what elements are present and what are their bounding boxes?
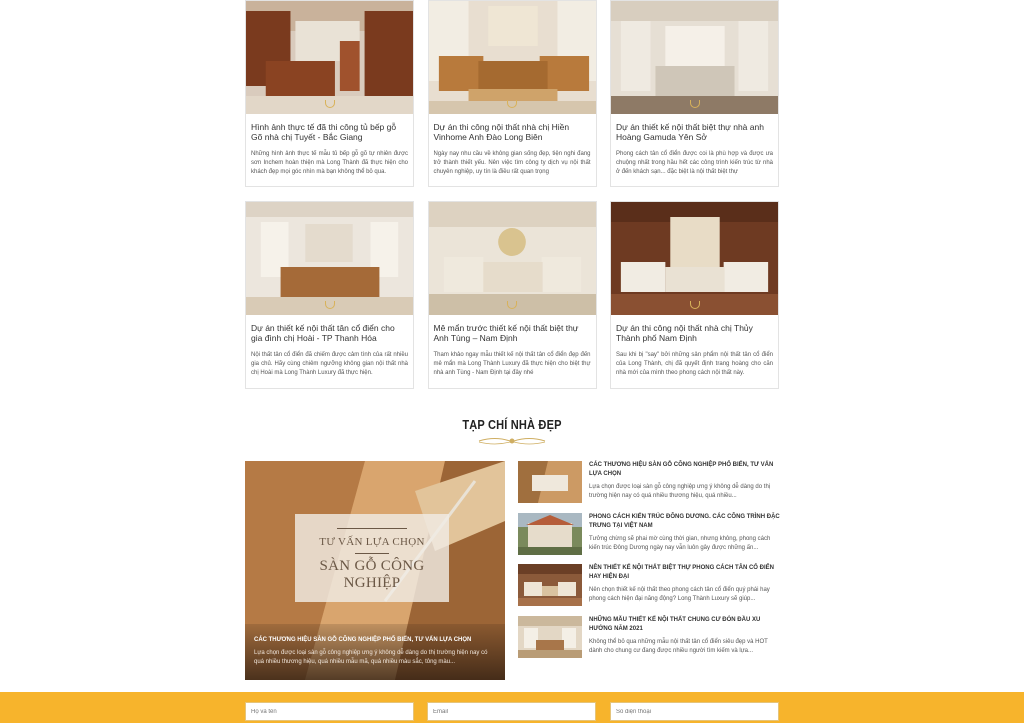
article-title[interactable]: NHỮNG MẪU THIẾT KẾ NỘI THẤT CHUNG CƯ ĐÓN ĐẦU XU HƯỚNG NĂM 2021: [589, 616, 761, 632]
project-thumbnail[interactable]: [429, 1, 596, 114]
project-title[interactable]: Mê mẩn trước thiết kế nội thất biệt thự Anh Tùng – Nam Định: [433, 323, 579, 343]
project-thumbnail[interactable]: [611, 1, 778, 114]
article-list: [518, 461, 780, 667]
project-excerpt: Phong cách tân cổ điển được coi là phù hợp và được ưa chuộng nhất trong hầu hết các công trình kiến trúc từ nhà ở đến khách sạn... đặc biệt là nội thất biệt thự: [616, 151, 773, 175]
brand-logo-icon: [325, 301, 335, 309]
ornament-divider-icon: [477, 435, 547, 447]
project-row: [245, 0, 779, 187]
article-thumbnail[interactable]: [518, 461, 582, 503]
list-item[interactable]: [518, 461, 780, 513]
brand-logo-icon: [690, 100, 700, 108]
article-thumbnail[interactable]: [518, 616, 582, 658]
email-field[interactable]: [427, 702, 596, 721]
article-text: [582, 461, 780, 513]
article-text: [582, 564, 780, 616]
magazine-heading: TẠP CHÍ NHÀ ĐẸP: [462, 417, 562, 432]
article-title[interactable]: NÊN THIẾT KẾ NỘI THẤT BIỆT THỰ PHONG CÁCH TÂN CỔ ĐIỂN HAY HIỆN ĐẠI: [589, 565, 774, 580]
featured-article-banner: [295, 514, 449, 602]
project-excerpt: Những hình ảnh thực tế mẫu tủ bếp gỗ gõ tự nhiên được sơn Inchem hoàn thiện mà Long Thành đã thực hiện cho khách đẹp mọi góc nhìn mà bạn không thể bỏ qua.: [251, 151, 408, 175]
article-excerpt: Tưởng chừng sẽ phai mờ cùng thời gian, nhưng không, phong cách kiến trúc Đông Dương ngày nay vẫn luôn gây được những ấn...: [589, 535, 771, 551]
brand-logo-icon: [325, 100, 335, 108]
project-title[interactable]: Dự án thi công nội thất nhà chị Hiền Vinhome Anh Đào Long Biên: [433, 122, 570, 142]
article-title[interactable]: CÁC THƯƠNG HIỆU SÀN GỖ CÔNG NGHIỆP PHỔ BIẾN, TƯ VẤN LỰA CHỌN: [589, 462, 774, 477]
project-card[interactable]: [245, 201, 414, 389]
banner-line-1: TƯ VẤN LỰA CHỌN: [319, 536, 425, 548]
list-item[interactable]: [518, 513, 780, 565]
name-field[interactable]: [245, 702, 414, 721]
article-title[interactable]: PHONG CÁCH KIẾN TRÚC ĐÔNG DƯƠNG. CÁC CÔNG TRÌNH ĐẶC TRƯNG TẠI VIỆT NAM: [589, 513, 780, 529]
project-title[interactable]: Hình ảnh thực tế đã thi công tủ bếp gỗ Gõ nhà chị Tuyết - Bắc Giang: [251, 122, 397, 142]
article-excerpt: Không thể bỏ qua những mẫu nội thất tân cổ điển siêu đẹp và HOT dành cho chung cư đang được nhiều người tìm kiếm và lựa...: [589, 638, 768, 654]
project-card[interactable]: [245, 0, 414, 187]
project-thumbnail[interactable]: [246, 1, 413, 114]
project-row: [245, 201, 779, 389]
featured-article[interactable]: [245, 461, 505, 680]
project-title[interactable]: Dự án thiết kế nội thất biệt thự nhà anh Hoàng Gamuda Yên Sở: [616, 122, 764, 142]
brand-logo-icon: [690, 301, 700, 309]
project-card[interactable]: [428, 201, 597, 389]
featured-article-caption: [245, 624, 505, 680]
project-excerpt: Ngày nay nhu cầu về không gian sống đẹp, tiện nghi đang trở thành thiết yếu. Nên việc tìm công ty dịch vụ nội thất chuyên nghiệp, uy tín là điều rất quan trọng: [433, 151, 591, 175]
list-item[interactable]: [518, 616, 780, 668]
article-excerpt: Nên chọn thiết kế nội thất theo phong cách tân cổ điển quý phái hay phong cách hiện đại năng động? Long Thành Luxury sẽ giúp...: [589, 587, 770, 602]
project-card[interactable]: [610, 201, 779, 389]
project-excerpt: Tham khảo ngay mẫu thiết kế nội thất tân cổ điển đẹp đến mê mẩn mà Long Thành Luxury đã thực hiện cho biệt thự nhà anh Tùng - Nam Định tại đây nhé: [433, 352, 591, 376]
project-thumbnail[interactable]: [429, 202, 596, 315]
project-thumbnail[interactable]: [246, 202, 413, 315]
project-excerpt: Sau khi bị "say" bởi những sản phẩm nội thất tân cổ điển của Long Thành, chị đã quyết định trang hoàng cho căn nhà mới của mình theo phong cách nội thất này.: [616, 352, 773, 376]
featured-article-title[interactable]: CÁC THƯƠNG HIỆU SÀN GỖ CÔNG NGHIỆP PHỔ BIẾN, TƯ VẤN LỰA CHỌN: [254, 636, 472, 643]
article-thumbnail[interactable]: [518, 513, 582, 555]
project-grid: [245, 0, 779, 389]
article-text: [582, 513, 780, 565]
banner-line-2: SÀN GỖ CÔNG NGHIỆP: [319, 558, 425, 591]
project-card[interactable]: [428, 0, 597, 187]
list-item[interactable]: [518, 564, 780, 616]
phone-field[interactable]: [610, 702, 779, 721]
article-thumbnail[interactable]: [518, 564, 582, 606]
project-thumbnail[interactable]: [611, 202, 778, 315]
project-title[interactable]: Dự án thi công nội thất nhà chị Thủy Thành phố Nam Định: [616, 323, 753, 343]
project-excerpt: Nội thất tân cổ điển đã chiếm được cảm tình của rất nhiều gia chủ. Hãy cùng chiêm ngưỡng không gian nội thất nhà chị Hoài mà Long Thành Luxury đã thực hiện.: [251, 352, 408, 376]
article-excerpt: Lựa chọn được loại sàn gỗ công nghiệp ưng ý không dễ dàng do thị trường hiện nay có quá nhiều thương hiệu, quá nhiều...: [589, 484, 771, 499]
article-text: [582, 616, 780, 668]
project-card[interactable]: [610, 0, 779, 187]
featured-article-excerpt: Lựa chọn được loại sàn gỗ công nghiệp ưng ý không dễ dàng do thị trường hiện nay có quá nhiều thương hiệu, quá nhiều mẫu mã, quá nhiều màu sắc, tông màu...: [254, 650, 488, 665]
project-title[interactable]: Dự án thiết kế nội thất tân cổ điển cho gia đình chị Hoài - TP Thanh Hóa: [251, 323, 395, 343]
